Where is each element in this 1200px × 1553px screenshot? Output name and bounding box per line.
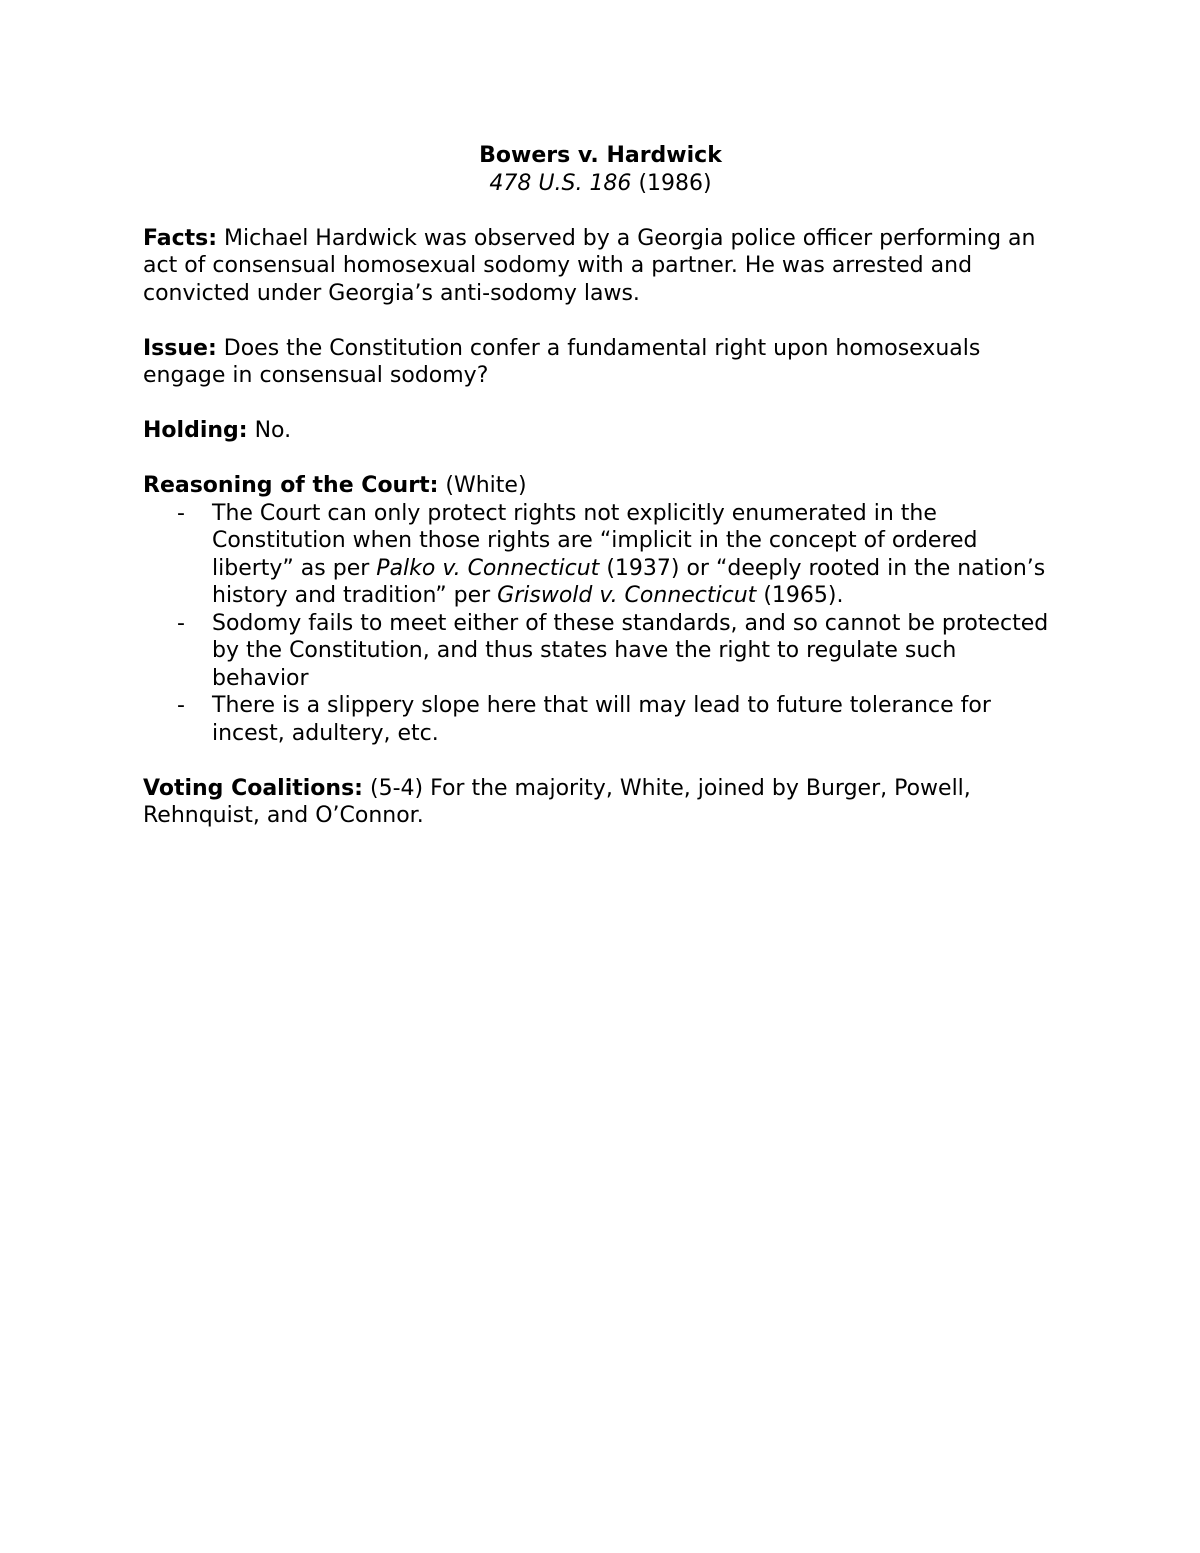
list-item [143, 692, 1058, 747]
list-item [143, 610, 1058, 693]
reasoning-label: Reasoning of the Court: [143, 473, 439, 498]
facts-text: Michael Hardwick was observed by a Georgia police officer performing an act of consensual homosexual sodomy with a partner. He was arrested and convicted under Georgia’s anti-sodomy laws. [143, 225, 1036, 306]
citation-year: (1986) [638, 170, 712, 196]
case-name-griswold: Griswold v. Connecticut [497, 583, 757, 608]
issue-section [143, 335, 1058, 390]
facts-label: Facts: [143, 225, 218, 251]
citation-reporter: 478 U.S. 186 [489, 170, 632, 196]
bullet-dash: - [177, 500, 185, 526]
reasoning-point-3: There is a slippery slope here that will may lead to future tolerance for incest, adultery, etc. [212, 693, 991, 746]
list-item [143, 500, 1058, 610]
reasoning-heading [143, 472, 1058, 500]
holding-label: Holding: [143, 418, 248, 443]
voting-label: Voting Coalitions: [143, 775, 363, 801]
bullet-dash: - [177, 610, 185, 636]
reasoning-point-2: Sodomy fails to meet either of these standards, and so cannot be protected by the Constitution, and thus states have the right to regulate such behavior [212, 610, 1049, 691]
holding-section [143, 417, 1058, 445]
reasoning-section [143, 472, 1058, 747]
voting-text: (5-4) For the majority, White, joined by Burger, Powell, Rehnquist, and O’Connor. [143, 775, 971, 828]
reasoning-author: (White) [445, 473, 527, 498]
case-title: Bowers v. Hardwick [479, 143, 722, 168]
case-name-palko: Palko v. Connecticut [376, 555, 600, 581]
document-page [143, 142, 1058, 830]
reasoning-point-1a: The Court can only protect rights not explicitly enumerated in the Constitution when those rights are “implicit in the concept of ordered liberty” as per [212, 500, 978, 581]
issue-text: Does the Constitution confer a fundamental right upon homosexuals engage in consensual sodomy? [143, 335, 981, 388]
reasoning-point-1b: (1937) or “deeply rooted in the nation’s history and tradition” per [212, 555, 1046, 608]
bullet-dash: - [177, 693, 185, 718]
reasoning-point-1c: (1965). [763, 583, 844, 608]
reasoning-list [143, 500, 1058, 748]
voting-section [143, 775, 1058, 830]
facts-section [143, 225, 1058, 308]
case-citation [143, 170, 1058, 198]
issue-label: Issue: [143, 335, 217, 361]
holding-text: No. [254, 418, 292, 443]
